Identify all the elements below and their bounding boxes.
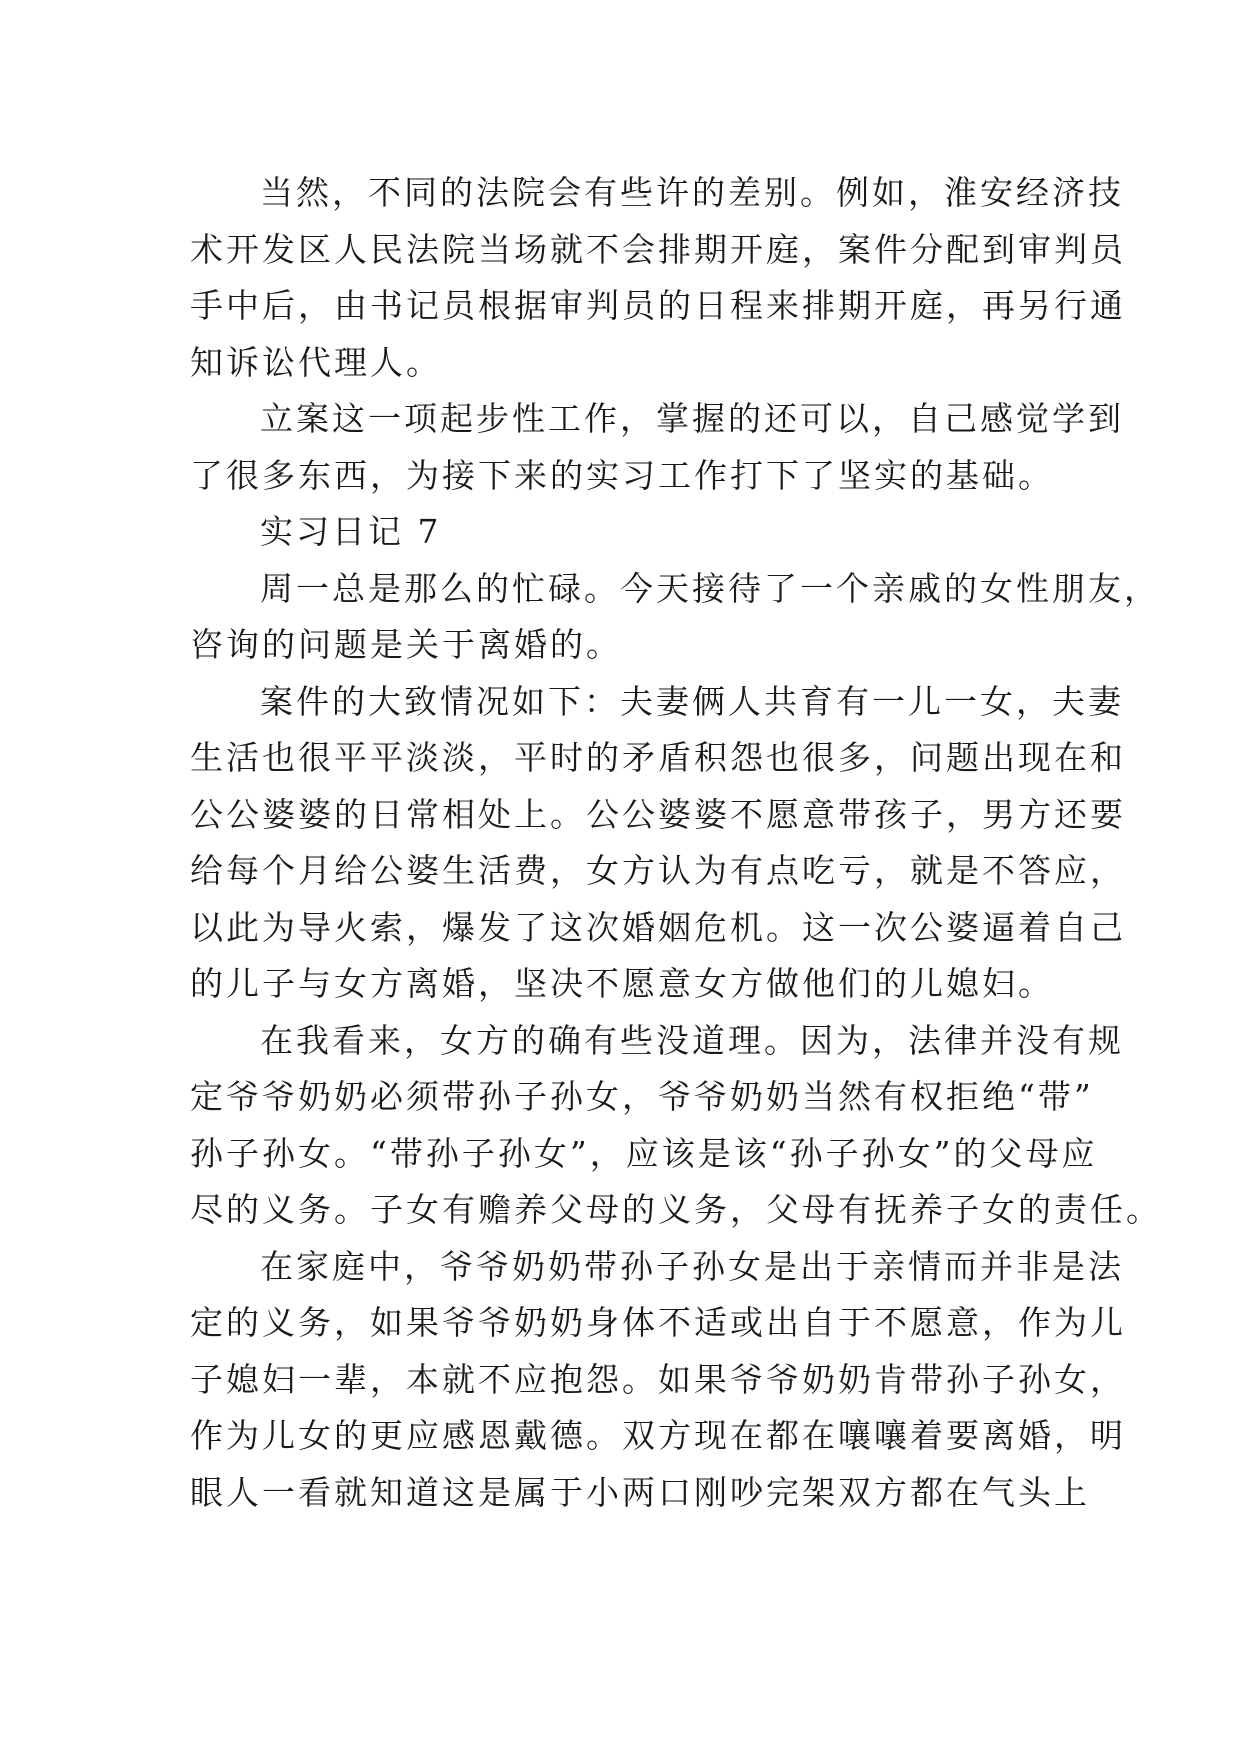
paragraph-line: 咨询的问题是关于离婚的。	[190, 625, 622, 664]
paragraph-line: 尽的义务。子女有赡养父母的义务，父母有抚养子女的责任。	[190, 1190, 1162, 1229]
paragraph-line: 术开发区人民法院当场就不会排期开庭，案件分配到审判员	[190, 229, 1126, 269]
paragraph-line: 公公婆婆的日常相处上。公公婆婆不愿意带孩子，男方还要	[190, 794, 1126, 834]
paragraph-line: 知诉讼代理人。	[190, 342, 442, 382]
paragraph-line: 眼人一看就知道这是属于小两口刚吵完架双方都在气头上	[190, 1472, 1090, 1512]
paragraph-line: 了很多东西，为接下来的实习工作打下了坚实的基础。	[190, 455, 1054, 495]
paragraph-line: 子媳妇一辈，本就不应抱怨。如果爷爷奶奶肯带孙子孙女，	[190, 1359, 1126, 1399]
paragraph-line: 作为儿女的更应感恩戴德。双方现在都在嚷嚷着要离婚，明	[190, 1416, 1126, 1455]
paragraph-line: 在家庭中，爷爷奶奶带孙子孙女是出于亲情而并非是法	[260, 1246, 1124, 1286]
section-heading: 实习日记 7	[260, 512, 442, 551]
paragraph-line: 的儿子与女方离婚，坚决不愿意女方做他们的儿媳妇。	[190, 964, 1054, 1003]
paragraph-line: 孙子孙女。“带孙子孙女”，应该是该“孙子孙女”的父母应	[190, 1133, 1098, 1173]
paragraph-line: 以此为导火索，爆发了这次婚姻危机。这一次公婆逼着自己	[190, 907, 1126, 947]
paragraph-line: 手中后，由书记员根据审判员的日程来排期开庭，再另行通	[190, 286, 1126, 325]
document-body	[190, 165, 1162, 1521]
paragraph-line: 给每个月给公婆生活费，女方认为有点吃亏，就是不答应，	[190, 851, 1126, 890]
paragraph-line: 定爷爷奶奶必须带孙子孙女，爷爷奶奶当然有权拒绝“带”	[190, 1077, 1094, 1116]
paragraph-line: 立案这一项起步性工作，掌握的还可以，自己感觉学到	[260, 399, 1124, 438]
paragraph-line: 周一总是那么的忙碌。今天接待了一个亲戚的女性朋友，	[260, 568, 1160, 608]
paragraph-line: 生活也很平平淡淡，平时的矛盾积怨也很多，问题出现在和	[190, 738, 1126, 777]
paragraph-line: 当然，不同的法院会有些许的差别。例如，淮安经济技	[260, 173, 1124, 212]
paragraph-line: 定的义务，如果爷爷奶奶身体不适或出自于不愿意，作为儿	[190, 1303, 1126, 1342]
paragraph-line: 在我看来，女方的确有些没道理。因为，法律并没有规	[260, 1020, 1124, 1060]
paragraph-line: 案件的大致情况如下：夫妻俩人共育有一儿一女，夫妻	[260, 681, 1124, 721]
